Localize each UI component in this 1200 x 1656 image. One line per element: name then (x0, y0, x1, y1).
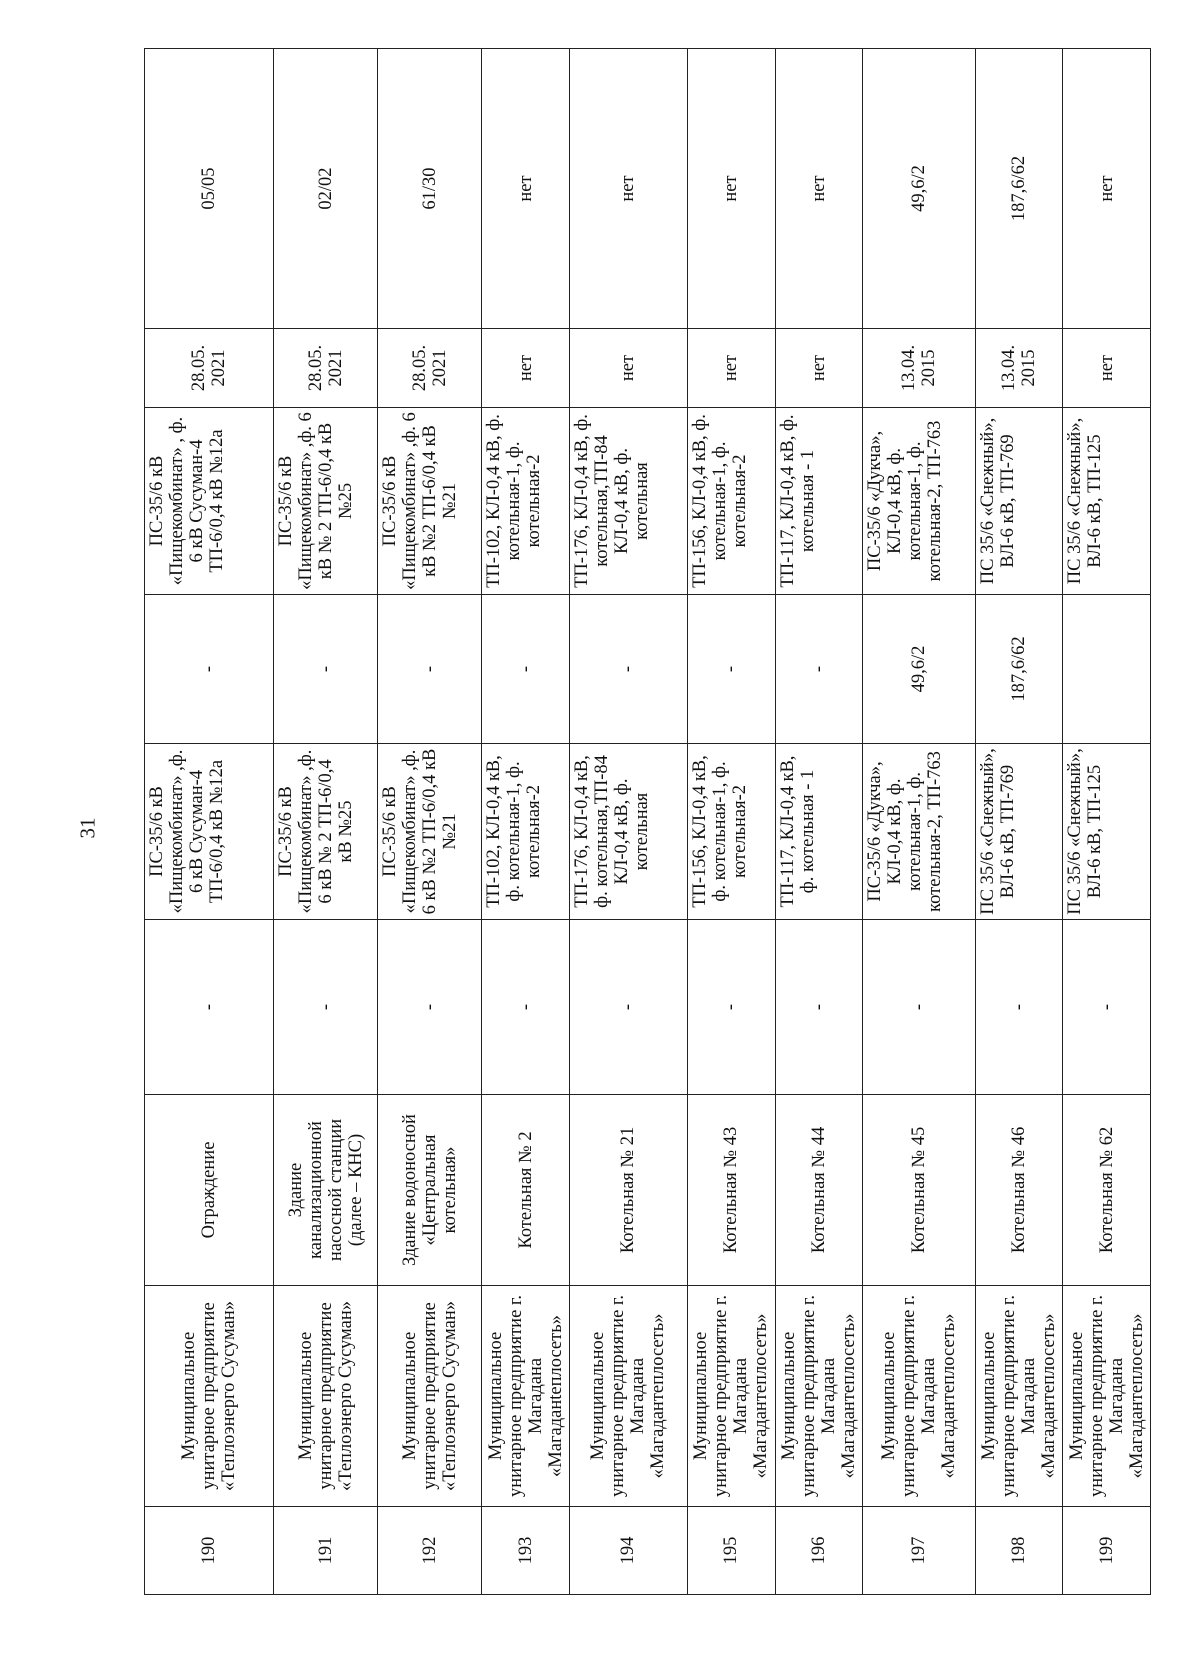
object-name: Здание водоносной «Центральная котельная» (378, 1095, 482, 1286)
power-source: ПС-35/6 «Дукча», КЛ-0,4 кВ, ф. котельная-1, ф. котельная-2, ТП-763 (862, 744, 975, 920)
cell-col4: - (775, 920, 862, 1095)
cell-col6: 187,6/62 (976, 595, 1063, 744)
table-row (976, 49, 1063, 1595)
cell-col4: - (976, 920, 1063, 1095)
object-name: Здание канализационной насосной станции (далее – КНС) (273, 1095, 378, 1286)
power-source: ПС 35/6 «Снежный», ВЛ-6 кВ, ТП-769 (976, 744, 1063, 920)
power-value: 61/30 (378, 49, 482, 329)
cell-col6: - (273, 595, 378, 744)
power-source-act: ПС 35/6 «Снежный», ВЛ-6 кВ, ТП-769 (976, 408, 1063, 595)
table-row (1063, 49, 1151, 1595)
organization-name: Муниципальное унитарное предприятие г. Магадана «Магаданteплосеть» (482, 1286, 569, 1507)
organization-name: Муниципальное унитарное предприятие г. Магадана «Магадантеплосеть» (775, 1286, 862, 1507)
act-date: нет (482, 329, 569, 408)
power-source-act: ПС-35/6 кВ «Пищекомбинат» , ф. 6 кВ Сусуман-4 ТП-6/0,4 кВ №12а (145, 408, 274, 595)
cell-col6: - (775, 595, 862, 744)
act-date: 13.04. 2015 (976, 329, 1063, 408)
object-name: Котельная № 62 (1063, 1095, 1151, 1286)
act-date: 28.05. 2021 (378, 329, 482, 408)
act-date: 13.04. 2015 (862, 329, 975, 408)
cell-col4: - (273, 920, 378, 1095)
act-date: нет (775, 329, 862, 408)
cell-col6 (1063, 595, 1151, 744)
power-value: нет (569, 49, 687, 329)
row-number: 193 (482, 1507, 569, 1595)
table-row (273, 49, 378, 1595)
organization-name: Муниципальное унитарное предприятие «Теплоэнерго Сусуман» (145, 1286, 274, 1507)
organization-name: Муниципальное унитарное предприятие «Теплоэнерго Сусуман» (378, 1286, 482, 1507)
object-name: Ограждение (145, 1095, 274, 1286)
table-row (862, 49, 975, 1595)
organization-name: Муниципальное унитарное предприятие г. Магадана «Магадантеплосеть» (688, 1286, 775, 1507)
power-source-act: ПС-35/6 кВ «Пищекомбинат» ,ф. 6 кВ № 2 ТП-6/0,4 кВ №25 (273, 408, 378, 595)
organization-name: Муниципальное унитарное предприятие г. Магадана «Магадантеплосеть» (862, 1286, 975, 1507)
row-number: 192 (378, 1507, 482, 1595)
power-source-act: ПС-35/6 «Дукча», КЛ-0,4 кВ, ф. котельная-1, ф. котельная-2, ТП-763 (862, 408, 975, 595)
power-value: 49,6/2 (862, 49, 975, 329)
table-row (569, 49, 687, 1595)
organization-name: Муниципальное унитарное предприятие г. Магадана «Магадантеплосеть» (976, 1286, 1063, 1507)
act-date: 28.05. 2021 (145, 329, 274, 408)
organization-name: Муниципальное унитарное предприятие г. Магадана «Магадантеплосеть» (1063, 1286, 1151, 1507)
cell-col4: - (862, 920, 975, 1095)
act-date: нет (688, 329, 775, 408)
row-number: 194 (569, 1507, 687, 1595)
object-name: Котельная № 46 (976, 1095, 1063, 1286)
act-date: нет (569, 329, 687, 408)
table-body (145, 49, 1151, 1595)
row-number: 197 (862, 1507, 975, 1595)
power-source: ТП-156, КЛ-0,4 кВ, ф. котельная-1, ф. котельная-2 (688, 744, 775, 920)
row-number: 196 (775, 1507, 862, 1595)
power-source: ТП-176, КЛ-0,4 кВ, ф. котельная,ТП-84 КЛ-0,4 кВ, ф. котельная (569, 744, 687, 920)
power-source: ПС-35/6 кВ «Пищекомбинат» ,ф. 6 кВ Сусуман-4 ТП-6/0,4 кВ №12а (145, 744, 274, 920)
table-row (378, 49, 482, 1595)
power-value: нет (482, 49, 569, 329)
power-source-act: ПС-35/6 кВ «Пищекомбинат» ,ф. 6 кВ №2 ТП-6/0,4 кВ №21 (378, 408, 482, 595)
act-date: 28.05. 2021 (273, 329, 378, 408)
power-source: ПС-35/6 кВ «Пищекомбинат» ,ф. 6 кВ № 2 ТП-6/0,4 кВ №25 (273, 744, 378, 920)
row-number: 191 (273, 1507, 378, 1595)
object-name: Котельная № 2 (482, 1095, 569, 1286)
power-source: ТП-117, КЛ-0,4 кВ, ф. котельная - 1 (775, 744, 862, 920)
power-source-act: ТП-102, КЛ-0,4 кВ, ф. котельная-1, ф. котельная-2 (482, 408, 569, 595)
power-source: ПС-35/6 кВ «Пищекомбинат» ,ф. 6 кВ №2 ТП-6/0,4 кВ №21 (378, 744, 482, 920)
cell-col4: - (688, 920, 775, 1095)
power-value: нет (775, 49, 862, 329)
row-number: 190 (145, 1507, 274, 1595)
cell-col6: - (145, 595, 274, 744)
row-number: 199 (1063, 1507, 1151, 1595)
power-source-act: ПС 35/6 «Снежный», ВЛ-6 кВ, ТП-125 (1063, 408, 1151, 595)
object-name: Котельная № 21 (569, 1095, 687, 1286)
table-row (482, 49, 569, 1595)
cell-col4: - (378, 920, 482, 1095)
registry-table (144, 48, 1151, 1595)
power-value: 02/02 (273, 49, 378, 329)
cell-col6: - (688, 595, 775, 744)
power-source: ТП-102, КЛ-0,4 кВ, ф. котельная-1, ф. котельная-2 (482, 744, 569, 920)
object-name: Котельная № 43 (688, 1095, 775, 1286)
organization-name: Муниципальное унитарное предприятие «Теплоэнерго Сусуман» (273, 1286, 378, 1507)
table-row (775, 49, 862, 1595)
row-number: 198 (976, 1507, 1063, 1595)
cell-col4: - (569, 920, 687, 1095)
table-row (145, 49, 274, 1595)
cell-col4: - (145, 920, 274, 1095)
cell-col6: - (569, 595, 687, 744)
power-source-act: ТП-156, КЛ-0,4 кВ, ф. котельная-1, ф. котельная-2 (688, 408, 775, 595)
power-value: 187,6/62 (976, 49, 1063, 329)
cell-col4: - (1063, 920, 1151, 1095)
power-source-act: ТП-176, КЛ-0,4 кВ, ф. котельная,ТП-84 КЛ-0,4 кВ, ф. котельная (569, 408, 687, 595)
power-source-act: ТП-117, КЛ-0,4 кВ, ф. котельная - 1 (775, 408, 862, 595)
act-date: нет (1063, 329, 1151, 408)
cell-col4: - (482, 920, 569, 1095)
cell-col6: - (378, 595, 482, 744)
power-value: 05/05 (145, 49, 274, 329)
organization-name: Муниципальное унитарное предприятие г. Магадана «Магадантеплосеть» (569, 1286, 687, 1507)
object-name: Котельная № 44 (775, 1095, 862, 1286)
row-number: 195 (688, 1507, 775, 1595)
cell-col6: - (482, 595, 569, 744)
rotated-page (144, 49, 1151, 1595)
power-value: нет (1063, 49, 1151, 329)
cell-col6: 49,6/2 (862, 595, 975, 744)
table-row (688, 49, 775, 1595)
object-name: Котельная № 45 (862, 1095, 975, 1286)
page-number: 31 (75, 817, 100, 839)
power-value: нет (688, 49, 775, 329)
power-source: ПС 35/6 «Снежный», ВЛ-6 кВ, ТП-125 (1063, 744, 1151, 920)
